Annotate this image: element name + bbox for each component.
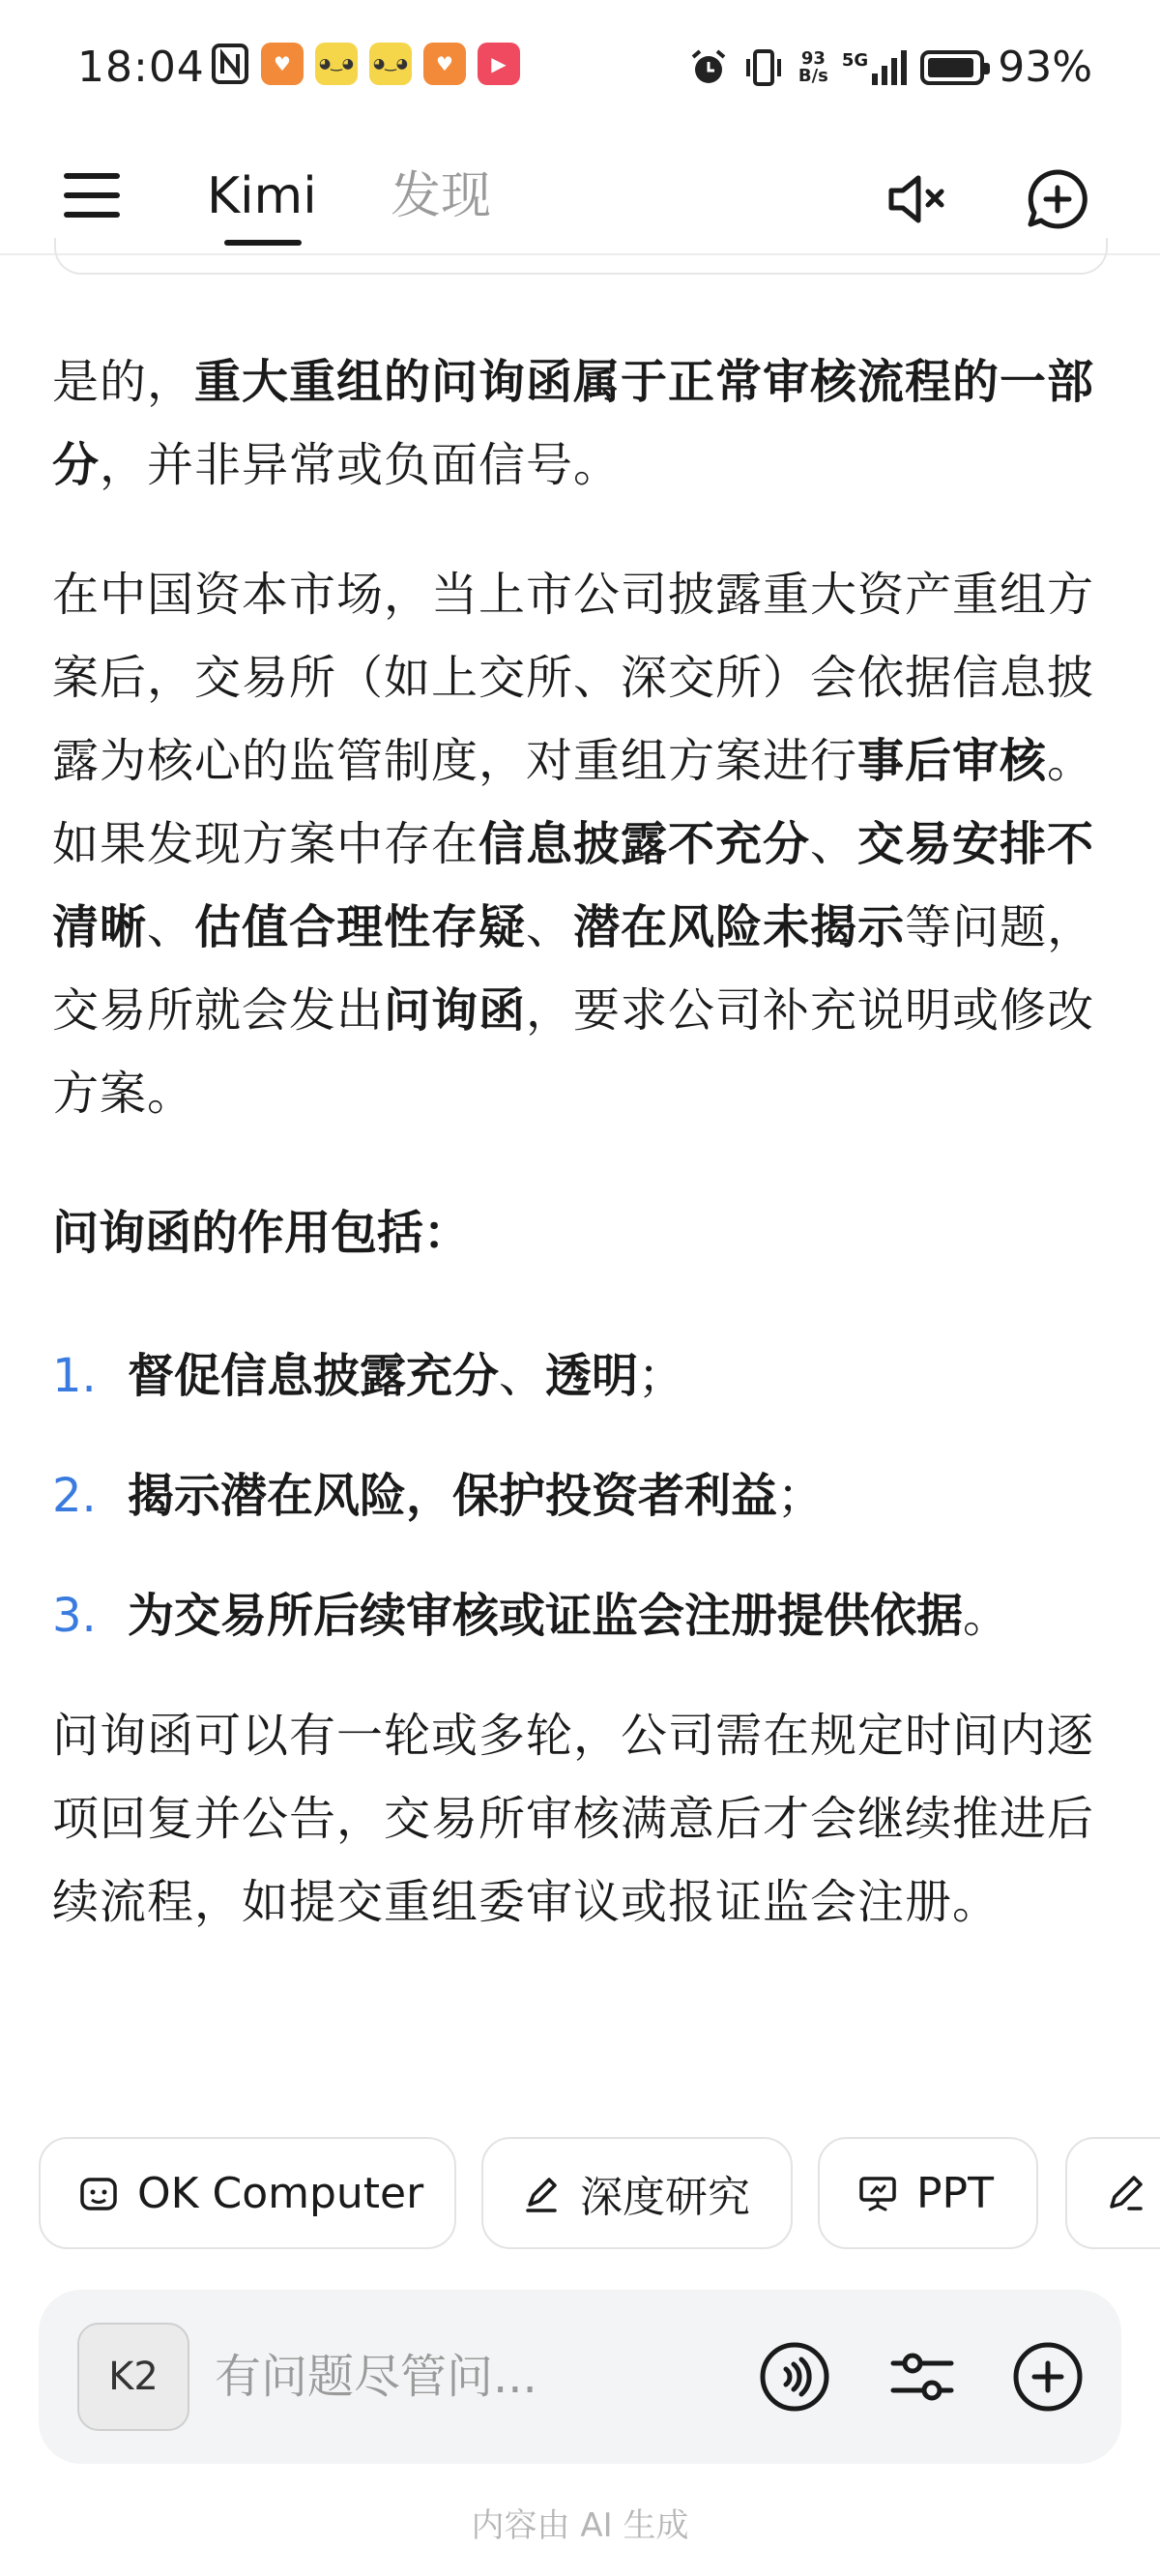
- answer-paragraph-3: 问询函可以有一轮或多轮，公司需在规定时间内逐项回复并公告，交易所审核满意后才会继续推进后续流程，如提交重组委审议或报证监会注册。: [52, 1709, 1095, 1929]
- robot-face-icon: [77, 2172, 120, 2214]
- feature-chips: [39, 2137, 1160, 2249]
- mute-button[interactable]: [882, 164, 951, 234]
- status-time: 18:04: [77, 43, 205, 92]
- notification-icons: [211, 43, 520, 85]
- list-item: 1. 督促信息披露充分、透明；: [52, 1349, 685, 1403]
- voice-call-button[interactable]: [758, 2340, 831, 2414]
- menu-button[interactable]: [64, 161, 133, 230]
- voice-wave-icon: [758, 2340, 831, 2414]
- research-pen-icon: [520, 2172, 563, 2214]
- list-item: 2. 揭示潜在风险，保护投资者利益；: [52, 1469, 825, 1523]
- answer-paragraph-2: 在中国资本市场，当上市公司披露重大资产重组方案后，交易所（如上交所、深交所）会依据信息披露为核心的监管制度，对重组方案进行事后审核。如果发现方案中存在信息披露不充分、交易安排不清晰、估值合理性存疑、潜在风险未揭示等问题，交易所就会发出问询函，要求公司补充说明或修改方案。: [52, 568, 1095, 1121]
- list-item: 3. 为交易所后续审核或证监会注册提供依据。: [52, 1589, 1010, 1643]
- battery-percent: 93%: [998, 43, 1092, 92]
- sliders-icon: [885, 2340, 959, 2414]
- app-character-icon: ◕‿◕: [315, 43, 358, 85]
- section-heading: 问询函的作用包括：: [52, 1206, 471, 1260]
- chat-input-bar: [39, 2290, 1121, 2464]
- presentation-icon: [856, 2172, 899, 2214]
- video-app-icon: ▶: [478, 43, 520, 85]
- net-speed: 93 B/s: [798, 47, 828, 86]
- system-status: [688, 43, 1092, 92]
- status-bar: [0, 0, 1160, 135]
- vibrate-icon: [742, 47, 785, 88]
- plus-circle-icon: [1011, 2340, 1085, 2414]
- app-heart-icon: ♥: [261, 43, 304, 85]
- ok-computer-chip[interactable]: OK Computer: [39, 2137, 456, 2249]
- chat-input[interactable]: [215, 2340, 756, 2414]
- alarm-icon: [688, 47, 729, 88]
- ai-disclaimer: 内容由 AI 生成: [471, 2506, 689, 2545]
- writing-chip[interactable]: [1065, 2137, 1160, 2249]
- signal-icon: 5G: [842, 50, 907, 85]
- app-heart-icon: ♥: [423, 43, 466, 85]
- tab-discover[interactable]: 发现: [391, 167, 492, 225]
- model-selector[interactable]: K2: [77, 2323, 189, 2431]
- answer-paragraph-1: 是的，重大重组的问询函属于正常审核流程的一部分，并非异常或负面信号。: [52, 355, 1095, 492]
- hamburger-icon: [64, 173, 120, 179]
- speaker-muted-icon: [882, 164, 951, 234]
- settings-button[interactable]: [885, 2340, 959, 2414]
- new-chat-button[interactable]: [1023, 164, 1092, 234]
- nfc-icon: [211, 43, 249, 85]
- previous-message-card: [54, 238, 1108, 275]
- pen-icon: [1104, 2172, 1146, 2214]
- tab-kimi[interactable]: Kimi: [207, 155, 317, 242]
- battery-icon: [920, 50, 984, 85]
- app-character-icon: ◕‿◕: [369, 43, 412, 85]
- attach-button[interactable]: [1011, 2340, 1085, 2414]
- new-chat-icon: [1023, 164, 1092, 234]
- ppt-chip[interactable]: PPT: [818, 2137, 1038, 2249]
- deep-research-chip[interactable]: 深度研究: [481, 2137, 793, 2249]
